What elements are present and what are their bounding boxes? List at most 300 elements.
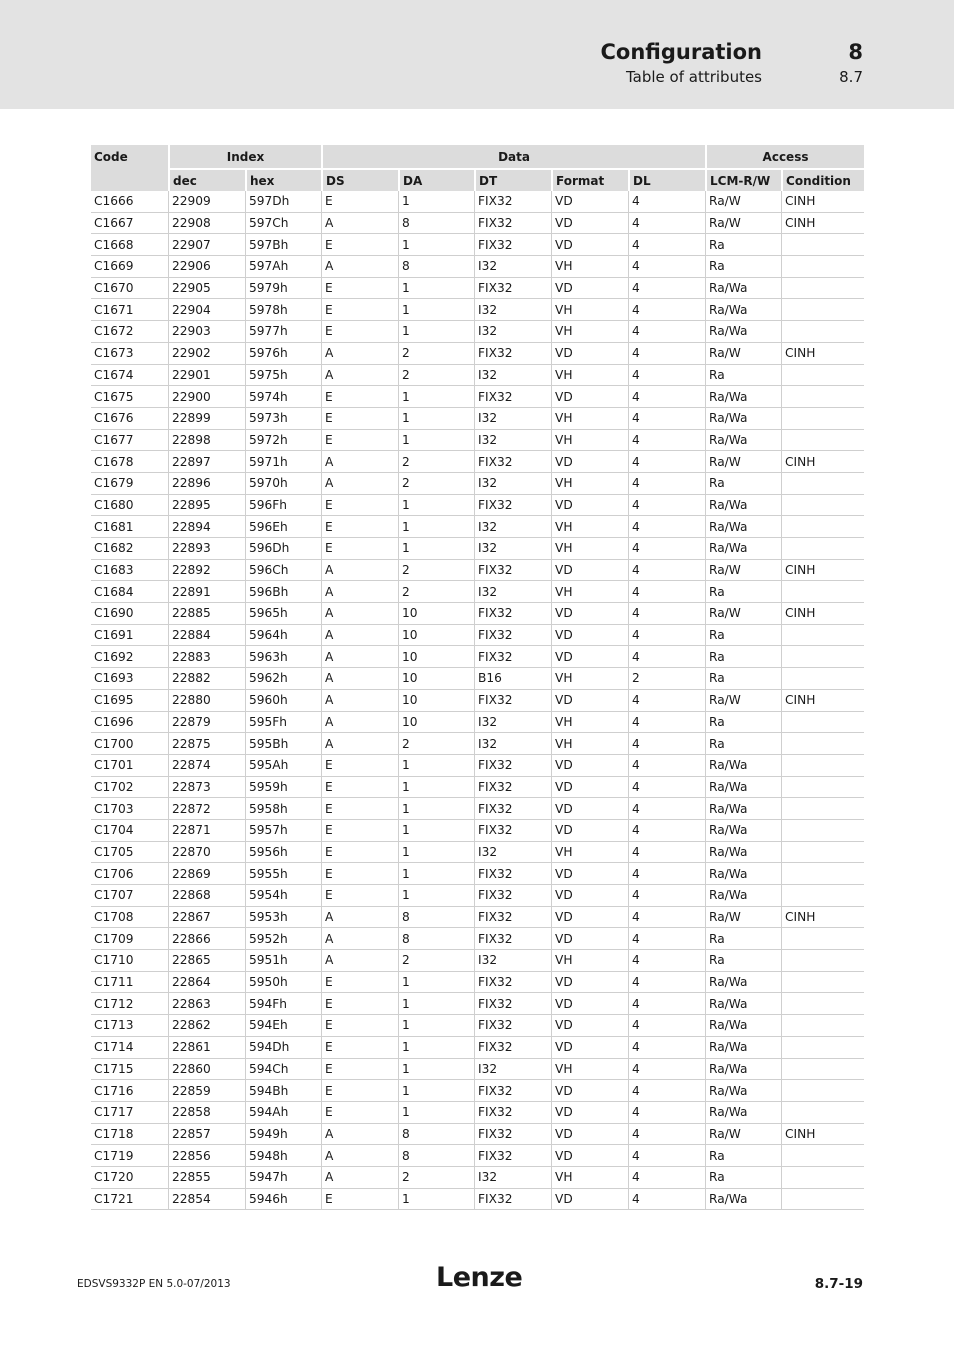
cell-code: C1711 <box>91 972 168 994</box>
cell-dt: FIX32 <box>474 798 551 820</box>
cell-da: 1 <box>398 495 474 517</box>
cell-dec: 22882 <box>168 668 245 690</box>
cell-da: 1 <box>398 1037 474 1059</box>
cell-da: 1 <box>398 842 474 864</box>
cell-lcm-rw: Ra <box>705 1167 781 1189</box>
cell-da: 2 <box>398 1167 474 1189</box>
cell-format: VD <box>551 213 628 235</box>
cell-da: 1 <box>398 993 474 1015</box>
cell-condition <box>781 777 864 799</box>
cell-da: 2 <box>398 560 474 582</box>
subheader-condition: Condition <box>781 170 864 191</box>
table-row <box>91 278 864 300</box>
cell-ds: A <box>321 451 398 473</box>
cell-format: VD <box>551 993 628 1015</box>
cell-dt: I32 <box>474 1167 551 1189</box>
cell-hex: 5952h <box>245 928 321 950</box>
cell-code: C1680 <box>91 495 168 517</box>
table-row <box>91 863 864 885</box>
cell-da: 8 <box>398 1124 474 1146</box>
cell-condition <box>781 1189 864 1211</box>
table-sub-header-row <box>91 170 864 191</box>
table-group-header-row <box>91 145 864 170</box>
cell-hex: 5975h <box>245 365 321 387</box>
cell-dt: FIX32 <box>474 451 551 473</box>
cell-dt: FIX32 <box>474 495 551 517</box>
cell-dec: 22904 <box>168 299 245 321</box>
cell-hex: 596Bh <box>245 581 321 603</box>
cell-condition <box>781 365 864 387</box>
table-row <box>91 495 864 517</box>
table-row <box>91 581 864 603</box>
subheader-dl: DL <box>628 170 705 191</box>
cell-condition <box>781 885 864 907</box>
cell-dec: 22863 <box>168 993 245 1015</box>
cell-dt: I32 <box>474 430 551 452</box>
cell-lcm-rw: Ra <box>705 581 781 603</box>
cell-code: C1715 <box>91 1059 168 1081</box>
cell-hex: 5951h <box>245 950 321 972</box>
cell-ds: E <box>321 430 398 452</box>
cell-code: C1682 <box>91 538 168 560</box>
cell-format: VH <box>551 430 628 452</box>
cell-condition <box>781 950 864 972</box>
cell-format: VD <box>551 777 628 799</box>
table-row <box>91 1145 864 1167</box>
table-row <box>91 256 864 278</box>
cell-dt: I32 <box>474 365 551 387</box>
cell-da: 1 <box>398 538 474 560</box>
cell-format: VD <box>551 1189 628 1211</box>
cell-code: C1695 <box>91 690 168 712</box>
cell-dl: 4 <box>628 473 705 495</box>
cell-hex: 5950h <box>245 972 321 994</box>
cell-da: 1 <box>398 386 474 408</box>
cell-dl: 4 <box>628 430 705 452</box>
table-row <box>91 885 864 907</box>
cell-lcm-rw: Ra/Wa <box>705 1059 781 1081</box>
cell-dl: 4 <box>628 755 705 777</box>
cell-code: C1667 <box>91 213 168 235</box>
cell-da: 1 <box>398 1059 474 1081</box>
cell-lcm-rw: Ra/Wa <box>705 885 781 907</box>
cell-dec: 22900 <box>168 386 245 408</box>
cell-condition <box>781 1167 864 1189</box>
cell-dt: I32 <box>474 733 551 755</box>
cell-ds: E <box>321 885 398 907</box>
cell-lcm-rw: Ra/Wa <box>705 495 781 517</box>
cell-format: VD <box>551 885 628 907</box>
cell-ds: A <box>321 256 398 278</box>
cell-condition <box>781 408 864 430</box>
cell-dt: I32 <box>474 950 551 972</box>
cell-format: VD <box>551 495 628 517</box>
cell-dl: 4 <box>628 993 705 1015</box>
cell-dec: 22906 <box>168 256 245 278</box>
cell-dec: 22859 <box>168 1080 245 1102</box>
cell-ds: E <box>321 1102 398 1124</box>
cell-code: C1675 <box>91 386 168 408</box>
cell-dt: FIX32 <box>474 343 551 365</box>
cell-dec: 22860 <box>168 1059 245 1081</box>
table-row <box>91 365 864 387</box>
cell-hex: 596Eh <box>245 516 321 538</box>
cell-dt: FIX32 <box>474 863 551 885</box>
cell-code: C1713 <box>91 1015 168 1037</box>
cell-hex: 5954h <box>245 885 321 907</box>
table-row <box>91 430 864 452</box>
cell-condition <box>781 928 864 950</box>
cell-dec: 22867 <box>168 907 245 929</box>
table-row <box>91 907 864 929</box>
cell-format: VD <box>551 928 628 950</box>
header-band <box>0 0 954 109</box>
cell-da: 1 <box>398 299 474 321</box>
cell-ds: E <box>321 1015 398 1037</box>
cell-dl: 4 <box>628 733 705 755</box>
cell-lcm-rw: Ra <box>705 712 781 734</box>
cell-ds: A <box>321 646 398 668</box>
cell-da: 10 <box>398 712 474 734</box>
cell-da: 1 <box>398 321 474 343</box>
cell-code: C1674 <box>91 365 168 387</box>
cell-dec: 22908 <box>168 213 245 235</box>
cell-dl: 4 <box>628 408 705 430</box>
cell-ds: A <box>321 733 398 755</box>
cell-ds: E <box>321 798 398 820</box>
cell-dt: FIX32 <box>474 646 551 668</box>
cell-lcm-rw: Ra <box>705 473 781 495</box>
cell-dt: FIX32 <box>474 603 551 625</box>
table-row <box>91 538 864 560</box>
cell-dt: FIX32 <box>474 972 551 994</box>
lenze-logo: Lenze <box>436 1262 523 1293</box>
table-row <box>91 473 864 495</box>
cell-dl: 4 <box>628 1102 705 1124</box>
cell-lcm-rw: Ra/Wa <box>705 863 781 885</box>
cell-dec: 22898 <box>168 430 245 452</box>
section-number: 8.7 <box>839 68 863 86</box>
cell-condition: CINH <box>781 560 864 582</box>
cell-ds: E <box>321 1189 398 1211</box>
cell-dt: FIX32 <box>474 1145 551 1167</box>
cell-lcm-rw: Ra/Wa <box>705 842 781 864</box>
cell-dt: I32 <box>474 321 551 343</box>
cell-dec: 22855 <box>168 1167 245 1189</box>
cell-dl: 4 <box>628 386 705 408</box>
table-row <box>91 798 864 820</box>
cell-condition: CINH <box>781 191 864 213</box>
cell-format: VD <box>551 191 628 213</box>
cell-dt: FIX32 <box>474 907 551 929</box>
cell-condition <box>781 386 864 408</box>
table-row <box>91 820 864 842</box>
cell-dt: FIX32 <box>474 755 551 777</box>
cell-code: C1705 <box>91 842 168 864</box>
cell-code: C1708 <box>91 907 168 929</box>
cell-dec: 22901 <box>168 365 245 387</box>
cell-lcm-rw: Ra/Wa <box>705 1015 781 1037</box>
cell-code: C1681 <box>91 516 168 538</box>
cell-ds: A <box>321 365 398 387</box>
cell-format: VD <box>551 603 628 625</box>
subheader-dec: dec <box>168 170 245 191</box>
cell-condition: CINH <box>781 451 864 473</box>
cell-format: VD <box>551 863 628 885</box>
cell-condition: CINH <box>781 343 864 365</box>
cell-dl: 4 <box>628 1167 705 1189</box>
cell-dt: I32 <box>474 473 551 495</box>
cell-da: 1 <box>398 820 474 842</box>
cell-da: 2 <box>398 950 474 972</box>
cell-format: VD <box>551 343 628 365</box>
cell-code: C1703 <box>91 798 168 820</box>
cell-lcm-rw: Ra/Wa <box>705 386 781 408</box>
cell-dt: FIX32 <box>474 1124 551 1146</box>
chapter-title: Configuration <box>600 40 762 64</box>
cell-code: C1669 <box>91 256 168 278</box>
cell-condition: CINH <box>781 213 864 235</box>
table-row <box>91 560 864 582</box>
cell-hex: 5947h <box>245 1167 321 1189</box>
cell-da: 1 <box>398 972 474 994</box>
cell-da: 2 <box>398 365 474 387</box>
cell-condition: CINH <box>781 1124 864 1146</box>
cell-dl: 4 <box>628 928 705 950</box>
cell-dec: 22905 <box>168 278 245 300</box>
table-row <box>91 1102 864 1124</box>
cell-ds: E <box>321 755 398 777</box>
cell-dec: 22880 <box>168 690 245 712</box>
cell-dt: I32 <box>474 538 551 560</box>
subheader-ds: DS <box>321 170 398 191</box>
cell-ds: A <box>321 1124 398 1146</box>
cell-dl: 4 <box>628 625 705 647</box>
cell-hex: 5973h <box>245 408 321 430</box>
cell-dl: 4 <box>628 343 705 365</box>
cell-dec: 22869 <box>168 863 245 885</box>
cell-code: C1677 <box>91 430 168 452</box>
cell-da: 2 <box>398 343 474 365</box>
table-row <box>91 516 864 538</box>
cell-dec: 22873 <box>168 777 245 799</box>
cell-dec: 22864 <box>168 972 245 994</box>
cell-dl: 4 <box>628 256 705 278</box>
cell-dt: FIX32 <box>474 625 551 647</box>
cell-format: VD <box>551 560 628 582</box>
cell-code: C1693 <box>91 668 168 690</box>
cell-dec: 22868 <box>168 885 245 907</box>
cell-dec: 22902 <box>168 343 245 365</box>
cell-dec: 22891 <box>168 581 245 603</box>
table-row <box>91 950 864 972</box>
cell-dl: 4 <box>628 1145 705 1167</box>
cell-hex: 5964h <box>245 625 321 647</box>
cell-code: C1707 <box>91 885 168 907</box>
cell-lcm-rw: Ra <box>705 625 781 647</box>
subheader-lcm-rw: LCM-R/W <box>705 170 781 191</box>
cell-condition <box>781 712 864 734</box>
cell-condition <box>781 733 864 755</box>
cell-ds: E <box>321 777 398 799</box>
cell-da: 2 <box>398 733 474 755</box>
cell-hex: 594Eh <box>245 1015 321 1037</box>
cell-dt: I32 <box>474 408 551 430</box>
cell-ds: A <box>321 473 398 495</box>
cell-hex: 5979h <box>245 278 321 300</box>
cell-ds: E <box>321 299 398 321</box>
cell-dt: FIX32 <box>474 560 551 582</box>
cell-lcm-rw: Ra/Wa <box>705 516 781 538</box>
cell-condition <box>781 430 864 452</box>
cell-code: C1709 <box>91 928 168 950</box>
cell-dl: 4 <box>628 1037 705 1059</box>
cell-dt: FIX32 <box>474 820 551 842</box>
cell-dec: 22884 <box>168 625 245 647</box>
table-row <box>91 690 864 712</box>
subheader-da: DA <box>398 170 474 191</box>
cell-ds: E <box>321 863 398 885</box>
cell-hex: 5957h <box>245 820 321 842</box>
cell-format: VD <box>551 1145 628 1167</box>
chapter-number: 8 <box>848 40 863 64</box>
cell-dl: 4 <box>628 278 705 300</box>
cell-lcm-rw: Ra <box>705 668 781 690</box>
cell-code: C1666 <box>91 191 168 213</box>
cell-condition: CINH <box>781 690 864 712</box>
cell-da: 10 <box>398 668 474 690</box>
table-row <box>91 1189 864 1211</box>
cell-dt: B16 <box>474 668 551 690</box>
cell-dt: FIX32 <box>474 690 551 712</box>
table-row <box>91 712 864 734</box>
cell-code: C1702 <box>91 777 168 799</box>
cell-da: 1 <box>398 430 474 452</box>
cell-code: C1691 <box>91 625 168 647</box>
cell-format: VD <box>551 625 628 647</box>
cell-dec: 22909 <box>168 191 245 213</box>
cell-dl: 4 <box>628 234 705 256</box>
cell-dl: 4 <box>628 712 705 734</box>
cell-code: C1672 <box>91 321 168 343</box>
table-row <box>91 668 864 690</box>
cell-dl: 4 <box>628 1124 705 1146</box>
table-row <box>91 1167 864 1189</box>
cell-hex: 595Fh <box>245 712 321 734</box>
cell-lcm-rw: Ra/Wa <box>705 278 781 300</box>
cell-lcm-rw: Ra/Wa <box>705 430 781 452</box>
cell-condition <box>781 755 864 777</box>
cell-dec: 22866 <box>168 928 245 950</box>
cell-ds: E <box>321 516 398 538</box>
cell-format: VD <box>551 755 628 777</box>
cell-format: VH <box>551 516 628 538</box>
table-row <box>91 928 864 950</box>
cell-lcm-rw: Ra/Wa <box>705 1037 781 1059</box>
cell-ds: A <box>321 603 398 625</box>
cell-condition <box>781 473 864 495</box>
cell-lcm-rw: Ra/Wa <box>705 993 781 1015</box>
cell-da: 1 <box>398 863 474 885</box>
cell-lcm-rw: Ra <box>705 1145 781 1167</box>
cell-condition <box>781 993 864 1015</box>
cell-hex: 596Fh <box>245 495 321 517</box>
cell-ds: E <box>321 495 398 517</box>
cell-da: 1 <box>398 755 474 777</box>
cell-code: C1710 <box>91 950 168 972</box>
cell-da: 8 <box>398 256 474 278</box>
cell-code: C1717 <box>91 1102 168 1124</box>
cell-dl: 4 <box>628 646 705 668</box>
cell-condition <box>781 668 864 690</box>
cell-dt: FIX32 <box>474 993 551 1015</box>
cell-code: C1712 <box>91 993 168 1015</box>
cell-format: VD <box>551 646 628 668</box>
cell-dt: FIX32 <box>474 278 551 300</box>
cell-hex: 595Bh <box>245 733 321 755</box>
cell-da: 1 <box>398 191 474 213</box>
cell-hex: 596Ch <box>245 560 321 582</box>
cell-dec: 22897 <box>168 451 245 473</box>
cell-code: C1668 <box>91 234 168 256</box>
cell-hex: 594Ch <box>245 1059 321 1081</box>
table-row <box>91 755 864 777</box>
cell-hex: 594Fh <box>245 993 321 1015</box>
cell-dt: FIX32 <box>474 386 551 408</box>
cell-hex: 5956h <box>245 842 321 864</box>
cell-condition <box>781 581 864 603</box>
table-row <box>91 1015 864 1037</box>
cell-code: C1683 <box>91 560 168 582</box>
cell-dl: 4 <box>628 907 705 929</box>
cell-hex: 5953h <box>245 907 321 929</box>
cell-condition: CINH <box>781 603 864 625</box>
cell-da: 1 <box>398 1015 474 1037</box>
cell-code: C1670 <box>91 278 168 300</box>
cell-format: VD <box>551 386 628 408</box>
cell-dec: 22874 <box>168 755 245 777</box>
cell-format: VH <box>551 712 628 734</box>
cell-dl: 4 <box>628 516 705 538</box>
cell-ds: E <box>321 1037 398 1059</box>
cell-dl: 4 <box>628 299 705 321</box>
cell-dec: 22858 <box>168 1102 245 1124</box>
cell-lcm-rw: Ra <box>705 733 781 755</box>
cell-dl: 4 <box>628 777 705 799</box>
cell-format: VH <box>551 733 628 755</box>
cell-dl: 4 <box>628 538 705 560</box>
cell-condition <box>781 1059 864 1081</box>
cell-ds: E <box>321 538 398 560</box>
cell-ds: E <box>321 1080 398 1102</box>
table-row <box>91 321 864 343</box>
cell-lcm-rw: Ra/Wa <box>705 1189 781 1211</box>
cell-ds: E <box>321 278 398 300</box>
table-row <box>91 733 864 755</box>
cell-dec: 22894 <box>168 516 245 538</box>
subheader-dt: DT <box>474 170 551 191</box>
cell-da: 10 <box>398 603 474 625</box>
cell-dl: 4 <box>628 820 705 842</box>
cell-ds: E <box>321 993 398 1015</box>
table-row <box>91 191 864 213</box>
cell-dl: 4 <box>628 863 705 885</box>
cell-format: VH <box>551 842 628 864</box>
cell-dec: 22856 <box>168 1145 245 1167</box>
cell-dec: 22896 <box>168 473 245 495</box>
cell-dec: 22861 <box>168 1037 245 1059</box>
cell-condition <box>781 495 864 517</box>
